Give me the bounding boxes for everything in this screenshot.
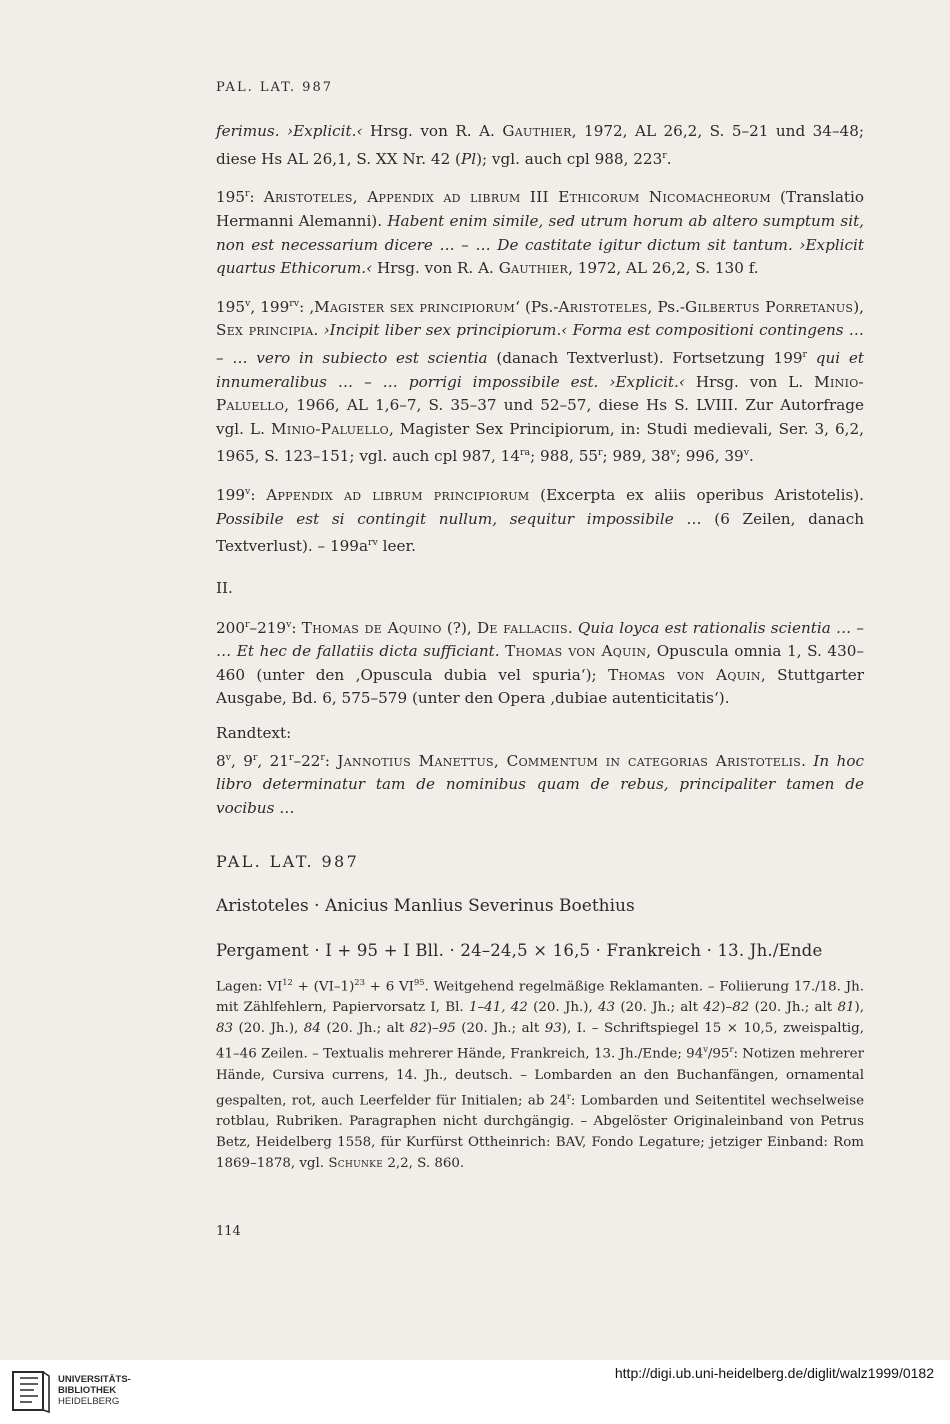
italic-run: Quia loyca est rationalis scientia … – … Et hec de fallatiis dicta sufficiant. [216, 618, 865, 661]
text-run: , 1966, AL 1,6–7, S. 35–37 und 52–57, diese Hs S. LVIII. Zur Autorfrage vgl. L. [216, 396, 864, 438]
text-run: ), I. – Schriftspiegel 15 × 10,5, zweispaltig, 41–46 Zeilen. – Textualis mehrerer Hände, Frankreich, 13. Jh./Ende; 94 [216, 1021, 865, 1062]
source-url-link[interactable]: http://digi.ub.uni-heidelberg.de/diglit/walz1999/0182 [614, 1365, 934, 1381]
library-name-line-3: HEIDELBERG [58, 1396, 120, 1407]
text-run: )– [426, 1021, 439, 1037]
text-run: : [250, 486, 267, 505]
text-run: (20. Jh.; alt [749, 1000, 838, 1016]
superscript-run: r [245, 188, 250, 200]
text-run: , Opuscula omnia 1, S. 430–460 (unter den ‚Opuscula dubia vel spuria‘); [216, 642, 865, 684]
entry-paragraph-4 [216, 480, 864, 559]
superscript-run: 23 [354, 977, 365, 987]
text-run: Hrsg. von R. A. [372, 259, 499, 278]
text-run: , 1972, AL 26,2, S. 130 f. [568, 259, 759, 278]
small-caps-run: Thomas von Aquin [608, 665, 761, 684]
text-run: /95 [707, 1046, 730, 1062]
section-heading-ii: II. [216, 578, 233, 597]
small-caps-run: Minio-Paluello [216, 372, 864, 415]
authors-heading: Aristoteles · Anicius Manlius Severinus Boethius [216, 896, 635, 916]
text-run: Lagen: VI [216, 979, 283, 995]
small-caps-run: Magister sex principiorum [314, 297, 516, 316]
superscript-run: r [252, 751, 258, 763]
entry-paragraph-3 [216, 292, 864, 469]
small-caps-run: Thomas von Aquin [505, 642, 647, 661]
small-caps-run: Gilbertus Porretanus [685, 297, 854, 316]
text-run: (Translatio Hermanni Alemanni). [216, 188, 864, 230]
footer-bar [0, 1360, 950, 1424]
entry-paragraph-5 [216, 613, 864, 711]
italic-run: 82 [409, 1021, 427, 1037]
text-run: 195 [216, 297, 245, 316]
text-run: 199 [216, 486, 245, 505]
entries-block [216, 120, 864, 820]
italic-run: 83 [216, 1021, 234, 1037]
italic-run: Pl [460, 149, 477, 168]
small-caps-run: Gauthier [502, 122, 572, 140]
small-caps-run: Aristoteles [558, 297, 648, 316]
text-run: , 199 [250, 297, 290, 316]
superscript-run: r [245, 618, 250, 630]
shelfmark-heading: PAL. LAT. 987 [216, 852, 360, 871]
text-run: , 1972, AL 26,2, S. 5–21 und 34–48; diese Hs AL 26,1, S. XX Nr. 42 ( [216, 122, 865, 168]
text-run: –22 [293, 751, 321, 770]
text-run: , Stuttgarter Ausgabe, Bd. 6, 575–579 (unter den Opera ‚dubiae autenticitatis‘). [216, 665, 864, 708]
superscript-run: v [245, 297, 251, 309]
text-run: (20. Jh.), [233, 1021, 304, 1037]
text-run: , Magister Sex Principiorum, in: Studi medievali, Ser. 3, 6,2, 1965, S. 123–151; vgl. auch cpl 987, 14 [216, 419, 864, 466]
small-caps-run: Gauthier [498, 259, 569, 278]
entry-paragraph-1 [216, 120, 864, 171]
small-caps-run: De fallaciis [476, 618, 568, 637]
text-run: . [567, 618, 578, 637]
italic-run: 84 [303, 1021, 321, 1037]
text-run [807, 349, 816, 367]
library-logo-icon [10, 1368, 52, 1414]
superscript-run: ra [520, 447, 531, 459]
library-name-line-2: BIBLIOTHEK [58, 1385, 117, 1396]
text-run: : Lombarden und Seitentitel wechselweise rotblau, Rubriken. Paragraphen nicht durchgängig. – Abgelöster Originaleinband von Petrus Betz, Heidelberg 1558, für Kurfürst Ottheinrich: BAV, Fondo Legature; jetziger Einband: Rom 1869–1878, vgl. [216, 1093, 864, 1172]
italic-run: 82 [732, 1000, 750, 1016]
text-run: ‘ (Ps.- [515, 297, 559, 316]
text-run: 200 [216, 618, 245, 637]
superscript-run: r [662, 149, 667, 161]
small-caps-run: Jannotius Manettus, Commentum in categorias Aristotelis [337, 751, 802, 770]
text-run: : [291, 618, 302, 637]
small-caps-run: Schunke [328, 1156, 384, 1172]
text-run: (danach Textverlust). Fortsetzung 199 [487, 349, 803, 367]
randtext-label: Randtext: [216, 723, 292, 742]
text-run: , 21 [257, 751, 289, 770]
text-run: Hrsg. von L. [684, 372, 815, 391]
text-run: ), [854, 1000, 865, 1016]
italic-run: 81 [837, 1000, 855, 1016]
italic-run: Possibile est si contingit nullum, sequitur impossibile … [216, 509, 702, 528]
text-run: (20. Jh.; alt [455, 1021, 545, 1037]
text-run: (Excerpta ex aliis operibus Aristotelis). [529, 486, 865, 505]
running-head: PAL. LAT. 987 [216, 80, 333, 95]
text-run: + (VI–1) [292, 979, 355, 995]
italic-run: 43 [598, 1000, 616, 1016]
text-run: (20. Jh.; alt [320, 1021, 410, 1037]
superscript-run: rv [289, 297, 300, 309]
small-caps-run: Aristoteles, Appendix ad librum III Ethicorum Nicomacheorum [263, 188, 771, 207]
text-run: 2,2, S. 860. [383, 1156, 465, 1172]
small-caps-run: Appendix ad librum principiorum [266, 486, 530, 505]
superscript-run: r [598, 447, 603, 459]
small-caps-run: Thomas de Aquino [301, 618, 442, 637]
superscript-run: 12 [282, 977, 293, 987]
library-name [58, 1374, 131, 1407]
superscript-run: r [288, 751, 294, 763]
italic-run: Habent enim simile, sed utrum horum ab altero sumptum sit, non est necessarium dicere … – … De castitate igitur dictum sit tantum. ›Explicit quartus Ethicorum.‹ [216, 211, 865, 278]
text-run: : [324, 751, 338, 770]
text-run: ; 996, 39 [675, 447, 744, 466]
text-run: . [666, 149, 672, 168]
superscript-run: r [729, 1044, 734, 1055]
entry-paragraph-6 [216, 746, 864, 821]
italic-run: 93 [544, 1021, 562, 1037]
superscript-run: v [245, 486, 251, 498]
text-run: + 6 VI [364, 979, 414, 995]
text-run: 195 [216, 188, 245, 207]
superscript-run: v [225, 751, 231, 763]
superscript-run: r [320, 751, 325, 763]
small-caps-run: Sex principia [216, 321, 314, 340]
text-run: ); vgl. auch cpl 988, 223 [476, 149, 663, 168]
italic-run: ferimus. ›Explicit.‹ [216, 122, 363, 140]
text-run: (?), [441, 618, 477, 637]
entry-paragraph-2 [216, 182, 864, 280]
superscript-run: rv [368, 537, 378, 549]
italic-run: 95 [438, 1021, 456, 1037]
text-run: . [313, 321, 324, 340]
text-run: Hrsg. von R. A. [362, 122, 503, 140]
text-run: : ‚ [299, 297, 315, 316]
superscript-run: r [566, 1090, 571, 1101]
superscript-run: v [743, 447, 750, 459]
superscript-run: v [703, 1044, 708, 1055]
text-run: . Weitgehend regelmäßige Reklamanten. – Foliierung 17./18. Jh. mit Zählfehlern, Papiervorsatz I, Bl. [216, 979, 864, 1016]
superscript-run: v [670, 447, 676, 459]
page-number: 114 [216, 1224, 241, 1239]
superscript-run: 95 [413, 977, 425, 987]
italic-run: qui et innumeralibus … – … porrigi impossibile est. ›Explicit.‹ [216, 349, 864, 391]
text-run: leer. [377, 537, 416, 556]
text-run: : Notizen mehrerer Hände, Cursiva currens, 14. Jh., deutsch. – Lombarden an den Buchanfängen, ornamental gespalten, rot, auch Leerfelder für Initialen; ab 24 [216, 1046, 864, 1109]
text-run: , Ps.- [647, 297, 686, 316]
codicological-summary: Pergament · I + 95 + I Bll. · 24–24,5 × 16,5 · Frankreich · 13. Jh./Ende [216, 941, 823, 960]
text-run: , 9 [231, 751, 253, 770]
text-run: )– [720, 1000, 733, 1016]
manuscript-description [216, 972, 864, 1174]
text-run: (6 Zeilen, danach Textverlust). – 199a [216, 509, 864, 556]
superscript-run: r [802, 348, 808, 360]
text-run: (20. Jh.), [527, 1000, 599, 1016]
text-run: . [749, 447, 754, 466]
small-caps-run: Minio-Paluello [270, 419, 389, 438]
text-run: ; 988, 55 [530, 447, 599, 466]
text-run: –219 [249, 618, 287, 637]
italic-run: 42 [703, 1000, 721, 1016]
library-name-line-1: UNIVERSITÄTS- [58, 1374, 131, 1385]
text-run: (20. Jh.; alt [615, 1000, 704, 1016]
text-run: . [801, 751, 814, 770]
text-run: 8 [216, 751, 226, 770]
text-run: : [249, 188, 264, 207]
superscript-run: v [286, 618, 292, 630]
italic-run: In hoc libro determinatur tam de nominibus quam de rebus, principaliter tamen de vocibus … [216, 751, 864, 817]
italic-run: ›Incipit liber sex principiorum.‹ Forma est compositioni contingens … – … vero in subiecto est scientia [216, 321, 864, 367]
text-run: ), [853, 297, 864, 316]
text-run: ; 989, 38 [602, 447, 671, 466]
italic-run: 1–41, 42 [468, 1000, 528, 1016]
